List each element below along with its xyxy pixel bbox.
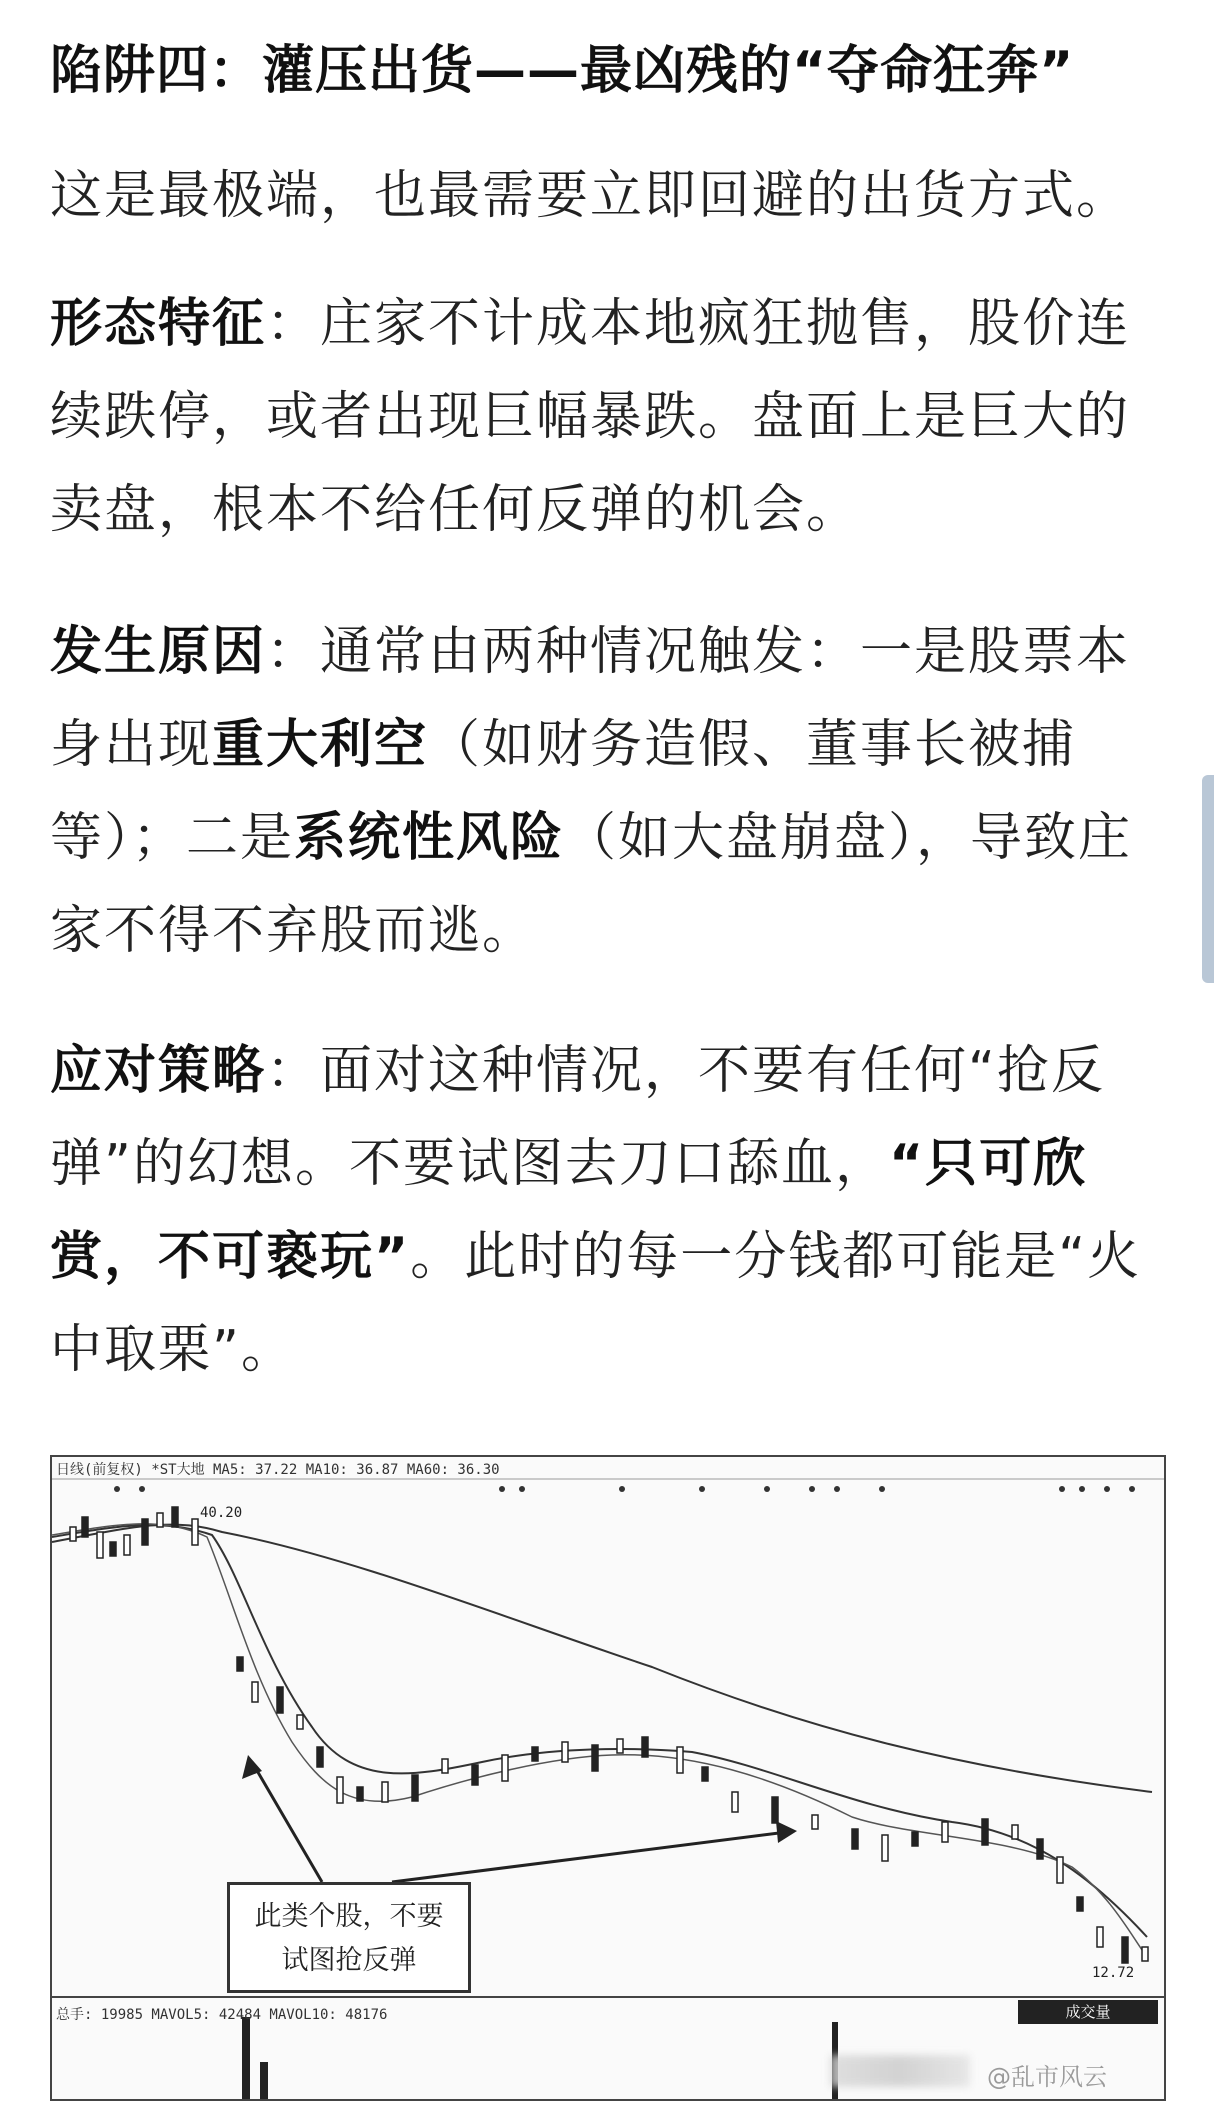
candle bbox=[912, 1832, 918, 1846]
causes-paragraph: 发生原因：通常由两种情况触发：一是股票本身出现重大利空（如财务造假、董事长被捕等）；二是系统性风险（如大盘崩盘），导致庄家不得不弃股而逃。 bbox=[50, 622, 1133, 961]
candle bbox=[502, 1755, 508, 1781]
stock-chart-image bbox=[50, 1455, 1166, 2101]
features-label: 形态特征 bbox=[50, 294, 267, 354]
candle bbox=[442, 1759, 448, 1773]
candle bbox=[337, 1777, 343, 1803]
signal-dot bbox=[834, 1486, 840, 1492]
candle bbox=[124, 1535, 130, 1555]
signal-dot bbox=[114, 1486, 120, 1492]
features-paragraph: 形态特征：庄家不计成本地疯狂抛售，股价连续跌停，或者出现巨幅暴跌。盘面上是巨大的卖盘，根本不给任何反弹的机会。 bbox=[50, 294, 1131, 540]
chart-svg bbox=[52, 1457, 1164, 2099]
candle bbox=[297, 1715, 303, 1729]
candle bbox=[157, 1513, 163, 1527]
strategy-paragraph: 应对策略：面对这种情况，不要有任何“抢反弹”的幻想。不要试图去刀口舔血，“只可欣赏，不可亵玩”。此时的每一分钱都可能是“火中取栗”。 bbox=[50, 1041, 1142, 1380]
candle bbox=[592, 1745, 598, 1771]
blurred-watermark bbox=[830, 2055, 970, 2087]
watermark-text: @乱市风云 bbox=[987, 2063, 1107, 2091]
candle bbox=[412, 1775, 418, 1801]
signal-dot bbox=[809, 1486, 815, 1492]
candle bbox=[812, 1815, 818, 1829]
candle bbox=[1122, 1937, 1128, 1963]
volume-header: 总手: 19985 MAVOL5: 42484 MAVOL10: 48176 bbox=[56, 2007, 388, 2023]
candle bbox=[252, 1682, 258, 1702]
signal-dot bbox=[1129, 1486, 1135, 1492]
high-price-label: 40.20 bbox=[200, 1505, 243, 1521]
candle bbox=[882, 1835, 888, 1861]
signal-dot bbox=[619, 1486, 625, 1492]
candle bbox=[97, 1532, 103, 1558]
candle bbox=[852, 1829, 858, 1849]
candle bbox=[982, 1819, 988, 1845]
candle bbox=[617, 1739, 623, 1753]
signal-dot bbox=[1079, 1486, 1085, 1492]
candle bbox=[472, 1765, 478, 1785]
candle bbox=[82, 1517, 88, 1537]
candle bbox=[70, 1527, 76, 1541]
scrollbar-thumb[interactable] bbox=[1202, 775, 1214, 983]
candle bbox=[562, 1742, 568, 1762]
arrow-left bbox=[252, 1762, 322, 1882]
candle bbox=[732, 1792, 738, 1812]
candle bbox=[1142, 1947, 1148, 1961]
candle bbox=[382, 1782, 388, 1802]
candle bbox=[772, 1797, 778, 1823]
arrow-right bbox=[392, 1832, 787, 1882]
candle bbox=[277, 1687, 283, 1713]
candle bbox=[142, 1519, 148, 1545]
ma-header: 日线(前复权) *ST大地 MA5: 37.22 MA10: 36.87 MA60: 36.30 bbox=[56, 1462, 500, 1478]
ma5-line bbox=[52, 1524, 1147, 1957]
candle bbox=[1057, 1857, 1063, 1883]
candle bbox=[317, 1747, 323, 1767]
candle bbox=[1077, 1897, 1083, 1911]
ma10-line bbox=[52, 1525, 1147, 1937]
candle bbox=[702, 1767, 708, 1781]
signal-dot bbox=[1059, 1486, 1065, 1492]
intro-paragraph: 这是最极端，也最需要立即回避的出货方式。 bbox=[50, 166, 1131, 226]
candle bbox=[192, 1519, 198, 1545]
signal-dot bbox=[764, 1486, 770, 1492]
candle bbox=[1012, 1825, 1018, 1839]
signal-dot bbox=[699, 1486, 705, 1492]
candle bbox=[532, 1747, 538, 1761]
causes-label: 发生原因 bbox=[50, 622, 267, 682]
signal-dot bbox=[1104, 1486, 1110, 1492]
candle bbox=[1097, 1927, 1103, 1947]
low-price-label: 12.72 bbox=[1092, 1965, 1135, 1981]
candle bbox=[110, 1542, 116, 1556]
signal-dot bbox=[499, 1486, 505, 1492]
candle bbox=[677, 1747, 683, 1773]
signal-dot bbox=[139, 1486, 145, 1492]
strategy-label: 应对策略 bbox=[50, 1041, 267, 1101]
article-heading: 陷阱四：灌压出货——最凶残的“夺命狂奔” bbox=[50, 41, 1075, 101]
candle bbox=[237, 1657, 243, 1671]
candle bbox=[172, 1507, 178, 1527]
volume-tab: 成交量 bbox=[1018, 2000, 1158, 2024]
callout-box: 此类个股，不要 试图抢反弹 bbox=[227, 1882, 471, 1993]
candle bbox=[357, 1787, 363, 1801]
signal-dot bbox=[879, 1486, 885, 1492]
candle bbox=[642, 1737, 648, 1757]
signal-dot bbox=[519, 1486, 525, 1492]
candle bbox=[942, 1822, 948, 1842]
candle bbox=[1037, 1839, 1043, 1859]
